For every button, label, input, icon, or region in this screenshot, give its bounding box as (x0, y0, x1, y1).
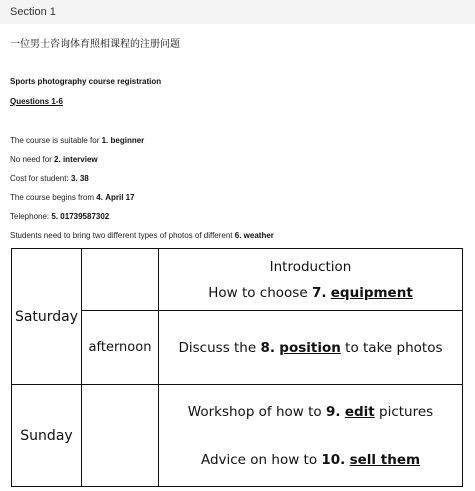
intro-text: Introduction (269, 258, 352, 275)
content-cell-sunday (159, 385, 463, 487)
r3-pre: Workshop of how to (187, 403, 322, 420)
time-cell-empty (82, 385, 159, 487)
question-answer: beginner (110, 136, 145, 145)
question-answer: 38 (79, 174, 89, 183)
r2-pre: Discuss the (178, 339, 257, 356)
content-cell-intro (159, 249, 463, 311)
course-title: Sports photography course registration (10, 77, 162, 86)
schedule-table (11, 248, 463, 487)
question-text: The course is suitable for (10, 136, 100, 145)
time-cell-empty (82, 249, 159, 311)
r1-pre: How to choose (208, 284, 308, 301)
question-answer: 01739587302 (60, 212, 110, 221)
edit-line (159, 404, 462, 420)
question-line-2 (10, 155, 98, 164)
question-number: 1. (101, 136, 109, 145)
r2-num: 8. (260, 339, 275, 356)
question-number: 5. (51, 212, 59, 221)
time-cell-afternoon: afternoon (82, 311, 159, 385)
question-number: 6. (234, 231, 242, 240)
equipment-line (159, 285, 462, 301)
question-number: 4. (96, 193, 103, 202)
day-cell-saturday: Saturday (12, 249, 82, 385)
sell-line (159, 452, 462, 468)
question-text: The course begins from (10, 193, 95, 202)
r2-answer: position (279, 339, 341, 356)
question-text: Students need to bring two different types of photos of different (10, 231, 233, 240)
content-cell-position (159, 311, 463, 385)
r4-answer: sell them (349, 451, 421, 468)
r1-answer: equipment (330, 284, 413, 301)
r3-num: 9. (325, 403, 341, 420)
question-number: 2. (54, 155, 61, 164)
question-text: Telephone: (10, 212, 50, 221)
question-answer: April 17 (105, 193, 135, 202)
question-text: No need for (10, 155, 52, 164)
section-header: Section 1 (0, 0, 475, 24)
r1-num: 7. (311, 284, 327, 301)
questions-label: Questions 1-6 (10, 97, 63, 106)
question-text: Cost for student: (10, 174, 69, 183)
question-line-3 (10, 174, 89, 183)
question-answer: weather (243, 231, 274, 240)
chinese-title: 一位男士咨询体育照相课程的注册问题 (10, 39, 180, 50)
question-line-4 (10, 193, 135, 202)
question-answer: interview (62, 155, 98, 164)
day-cell-sunday: Sunday (12, 385, 82, 487)
question-number: 3. (70, 174, 78, 183)
r4-num: 10. (321, 451, 346, 468)
r2-post: to take photos (345, 339, 443, 356)
question-line-5 (10, 212, 109, 221)
question-line-1 (10, 136, 144, 145)
question-line-6 (10, 231, 274, 240)
r4-pre: Advice on how to (200, 451, 318, 468)
r3-answer: edit (344, 403, 375, 420)
r3-post: pictures (379, 403, 434, 420)
